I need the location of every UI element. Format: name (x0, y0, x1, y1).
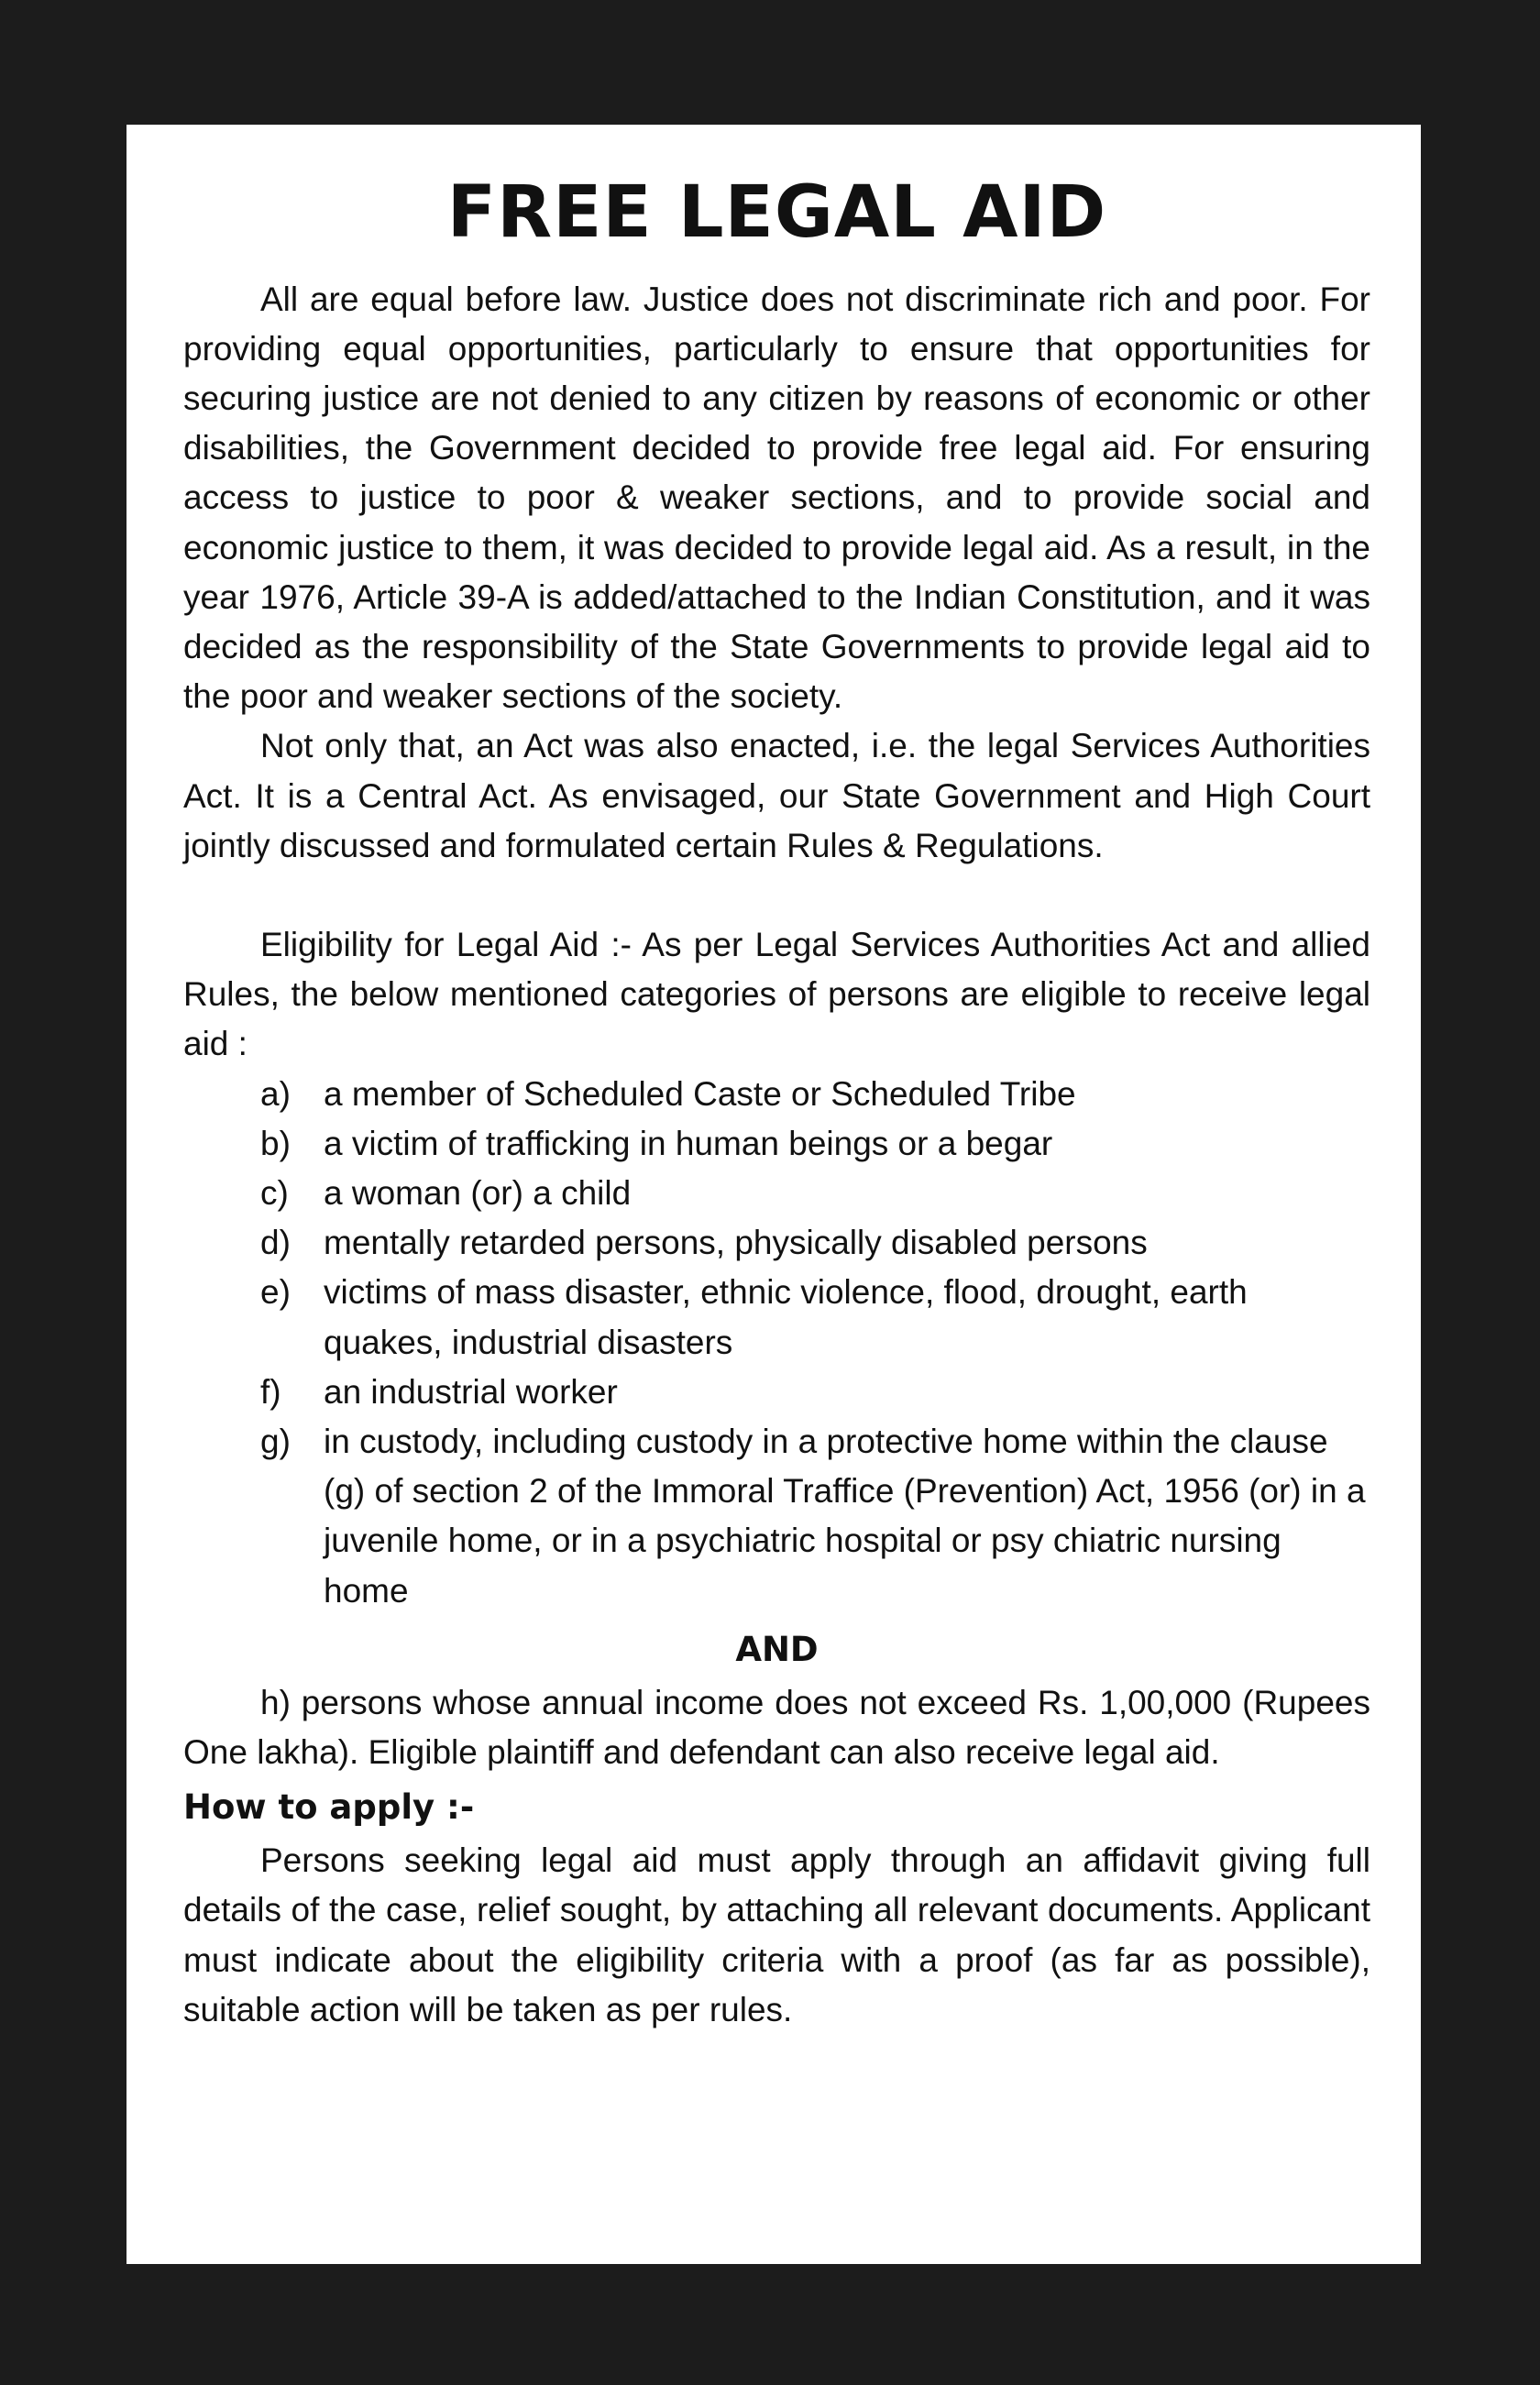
list-item-letter: f) (260, 1372, 281, 1411)
intro-paragraph-1: All are equal before law. Justice does not discriminate rich and poor. For providing equal opportunities, particularly to ensure that opportunities for securing justice are not denied to any citizen by reasons of economic or other disabilities, the Government decided to provide free legal aid. For ensuring access to justice to poor & weaker sections, and to provide social and economic justice to them, it was decided to provide legal aid. As a result, in the year 1976, Article 39-A is added/attached to the Indian Constitution, and it was decided as the responsibility of the State Governments to provide legal aid to the poor and weaker sections of the society. (183, 280, 1370, 716)
list-item-letter: e) (260, 1273, 291, 1312)
eligibility-item-h: h) persons whose annual income does not exceed Rs. 1,00,000 (Rupees One lakha). Eligible plaintiff and defendant can also receive legal aid. (183, 1683, 1370, 1772)
intro-paragraph-2: Not only that, an Act was also enacted, i.e. the legal Services Authorities Act. It is a Central Act. As envisaged, our State Government and High Court jointly discussed and formulated certain Rules & Regulations. (183, 727, 1370, 864)
list-item-text: a victim of trafficking in human beings or a begar (324, 1124, 1053, 1162)
list-item (183, 1119, 1370, 1169)
eligibility-paragraph: Eligibility for Legal Aid :- As per Legal Services Authorities Act and allied Rules, the below mentioned categories of persons are eligible to receive legal aid : (183, 926, 1370, 1063)
list-item (183, 1368, 1370, 1417)
list-item-text: a member of Scheduled Caste or Scheduled Tribe (324, 1074, 1076, 1113)
list-item (183, 1417, 1370, 1616)
spacer (183, 871, 1370, 920)
list-item (183, 1169, 1370, 1218)
list-item-text: an industrial worker (324, 1372, 618, 1411)
how-to-apply-paragraph: Persons seeking legal aid must apply through an affidavit giving full details of the case, relief sought, by attaching all relevant documents. Applicant must indicate about the eligibility criteria with a proof (as far as possible), suitable action will be taken as per rules. (183, 1841, 1370, 2028)
and-separator: AND (735, 1629, 819, 1669)
list-item-letter: g) (260, 1423, 291, 1461)
list-item-letter: d) (260, 1224, 291, 1262)
document-page (126, 125, 1421, 2264)
list-item (183, 1268, 1370, 1367)
list-item (183, 1218, 1370, 1268)
how-to-apply-heading: How to apply :- (183, 1787, 475, 1828)
list-item-letter: b) (260, 1124, 291, 1162)
list-item-text: in custody, including custody in a protective home within the clause (g) of section 2 of the Immoral Traffice (Prevention) Act, 1956 (or) in a juvenile home, or in a psychiatric hospital or psy chiatric nursing home (324, 1423, 1366, 1610)
list-item-letter: c) (260, 1174, 289, 1213)
list-item-text: a woman (or) a child (324, 1174, 632, 1213)
list-item-text: victims of mass disaster, ethnic violence, flood, drought, earth quakes, industrial disasters (324, 1273, 1248, 1361)
list-item (183, 1070, 1370, 1119)
page-title: FREE LEGAL AID (446, 171, 1107, 254)
list-item-text: mentally retarded persons, physically disabled persons (324, 1224, 1148, 1262)
eligibility-list (183, 1070, 1370, 1616)
list-item-letter: a) (260, 1074, 291, 1113)
